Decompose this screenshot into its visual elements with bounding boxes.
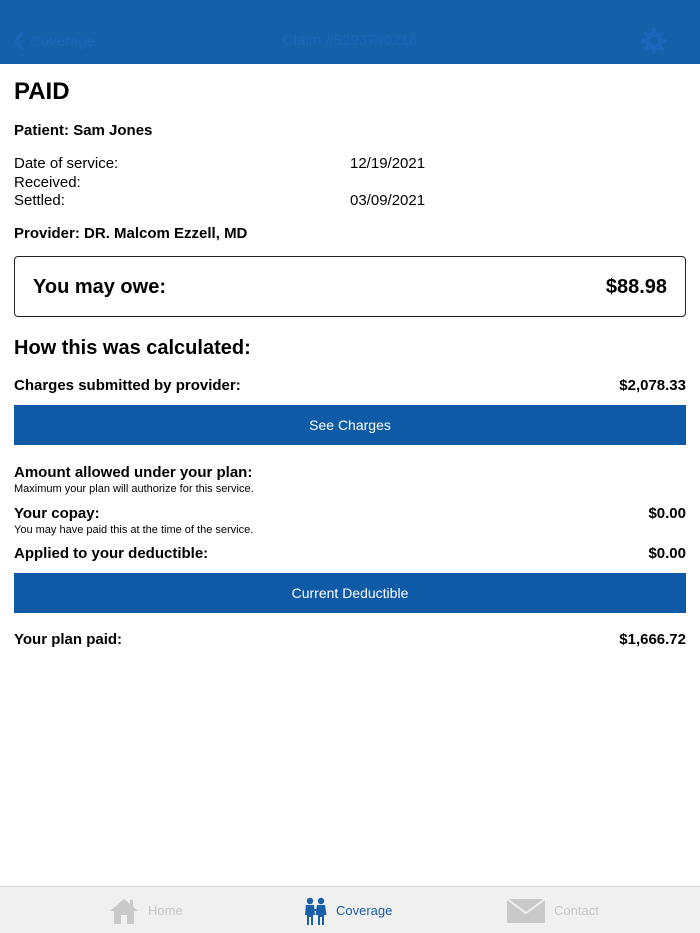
page-title: Claim #5293740216 — [282, 32, 418, 49]
patient-name: Sam Jones — [73, 122, 153, 139]
received-label: Received: — [14, 173, 81, 191]
charges-label: Charges submitted by provider: — [14, 377, 241, 394]
see-charges-button[interactable]: See Charges — [14, 405, 686, 445]
date-row-received — [14, 174, 686, 193]
tab-bar — [0, 886, 700, 933]
current-deductible-button[interactable]: Current Deductible — [14, 573, 686, 613]
allowed-row — [14, 464, 686, 495]
copay-row — [14, 505, 686, 536]
settled-value: 03/09/2021 — [350, 192, 426, 209]
deductible-row — [14, 545, 686, 562]
plan-paid-row — [14, 631, 686, 648]
deductible-label: Applied to your deductible: — [14, 545, 209, 562]
gear-icon[interactable] — [640, 27, 668, 55]
tab-coverage[interactable] — [304, 887, 392, 933]
calculation-heading: How this was calculated: — [14, 337, 251, 359]
back-label: Coverage — [30, 32, 96, 50]
copay-label: Your copay: — [14, 505, 100, 522]
date-row-settled — [14, 192, 686, 211]
home-icon — [108, 896, 140, 926]
owe-amount: $88.98 — [605, 276, 667, 298]
claim-dates — [14, 155, 686, 211]
nav-header — [0, 0, 700, 64]
provider-label: Provider: — [14, 225, 80, 242]
date-of-service-label: Date of service: — [14, 155, 119, 172]
owe-label: You may owe: — [33, 276, 166, 298]
allowed-subtext: Maximum your plan will authorize for this service. — [14, 483, 254, 495]
copay-subtext: You may have paid this at the time of the service. — [14, 524, 254, 536]
tab-contact[interactable] — [506, 887, 599, 933]
provider-line — [14, 225, 247, 242]
allowed-label: Amount allowed under your plan: — [14, 464, 253, 481]
plan-paid-label: Your plan paid: — [14, 631, 123, 648]
copay-amount: $0.00 — [648, 505, 686, 522]
tab-contact-label: Contact — [554, 903, 599, 918]
owe-summary-card — [14, 256, 686, 317]
provider-name: DR. Malcom Ezzell, MD — [84, 225, 248, 242]
deductible-amount: $0.00 — [648, 545, 686, 562]
tab-home[interactable] — [108, 887, 183, 933]
family-icon — [304, 896, 328, 926]
tab-coverage-label: Coverage — [336, 903, 393, 918]
date-of-service-value: 12/19/2021 — [350, 155, 426, 172]
claim-status: PAID — [14, 78, 70, 105]
patient-line — [14, 122, 152, 139]
charges-amount: $2,078.33 — [619, 377, 686, 394]
tab-home-label: Home — [148, 903, 183, 918]
envelope-icon — [506, 897, 546, 925]
plan-paid-amount: $1,666.72 — [619, 631, 686, 648]
charges-row — [14, 377, 686, 394]
settled-label: Settled: — [14, 192, 65, 209]
date-row-service — [14, 155, 686, 174]
patient-label: Patient: — [14, 122, 70, 139]
